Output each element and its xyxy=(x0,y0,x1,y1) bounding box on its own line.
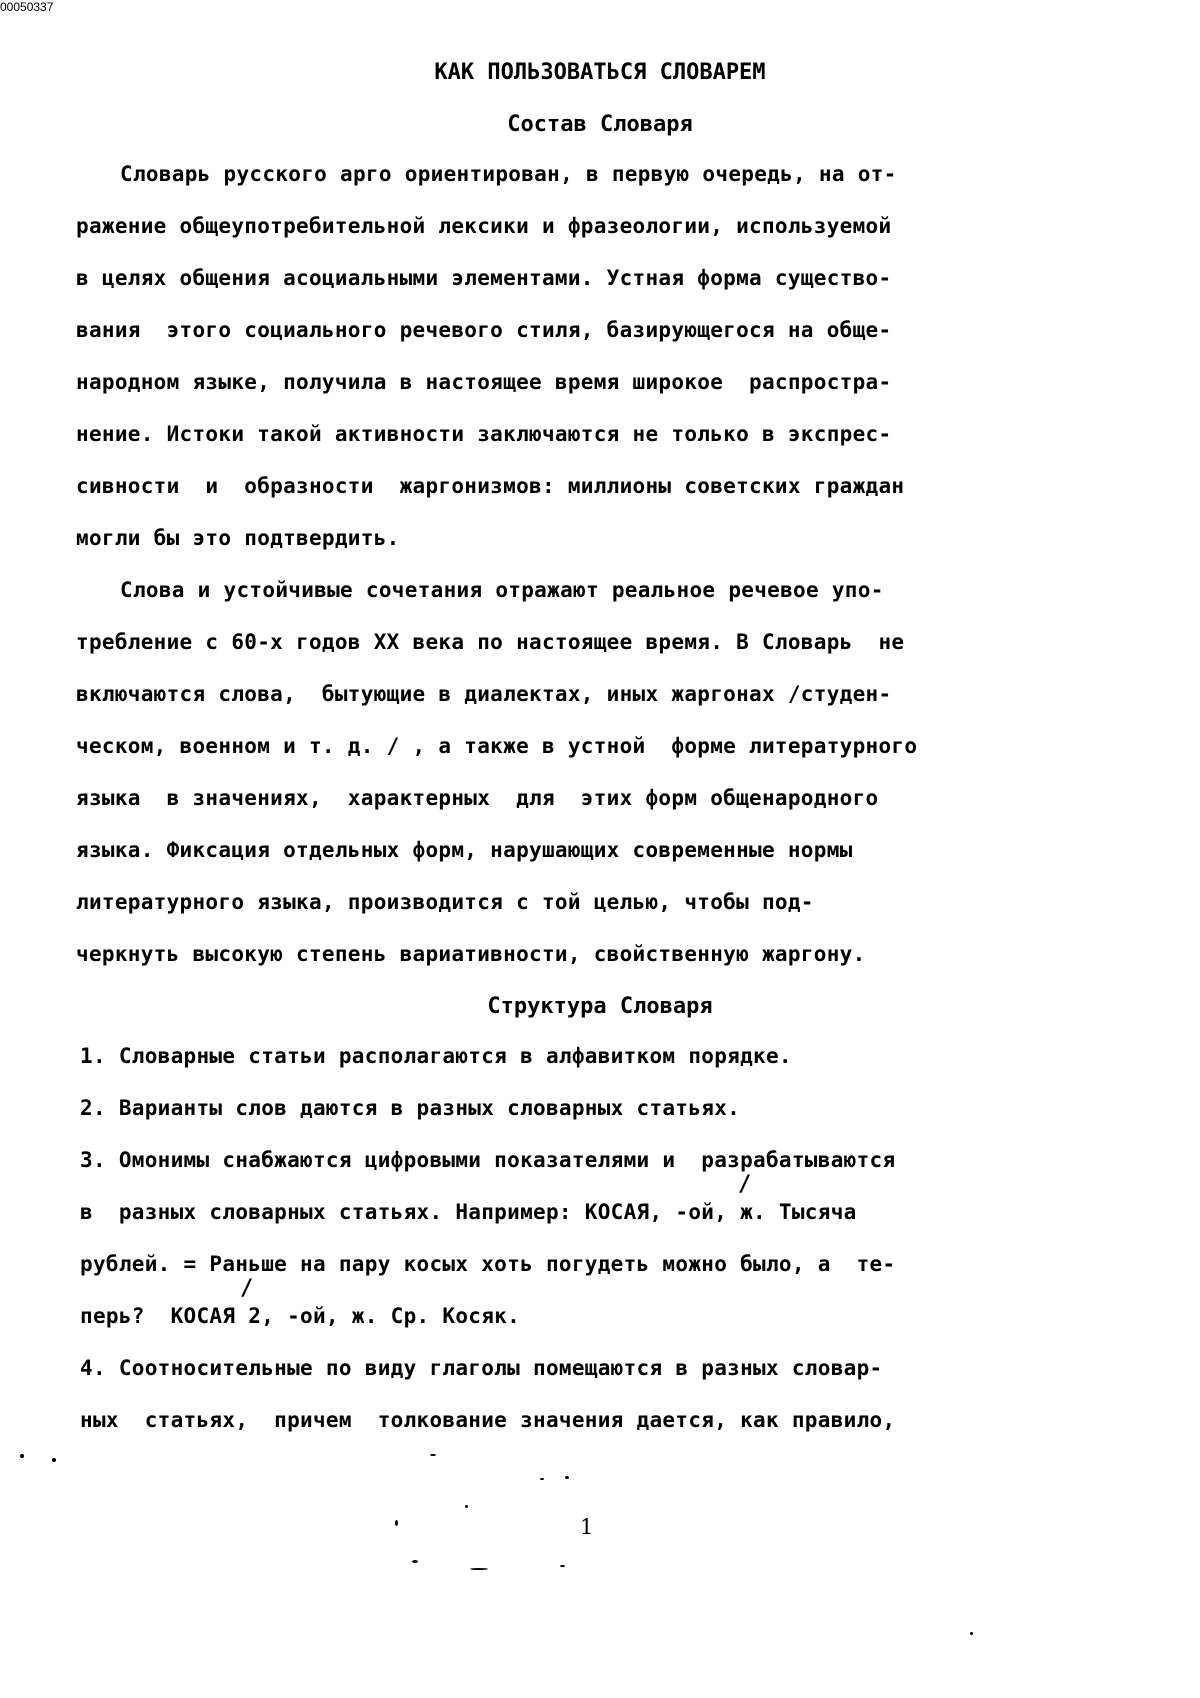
document-id: 00050337 xyxy=(0,0,54,14)
scan-speck xyxy=(465,1505,468,1508)
structure-item-line: 3. Омонимы снабжаются цифровыми показателями и разрабатываются xyxy=(80,1148,896,1172)
scan-speck xyxy=(560,1565,565,1567)
structure-item-line: в разных словарных статьях. Например: КОСАЯ, -ой, ж. Тысяча xyxy=(80,1200,857,1224)
scan-speck xyxy=(970,1632,973,1635)
section-heading-structure: Структура Словаря xyxy=(487,994,713,1019)
para1-line: нение. Истоки такой активности заключаются не только в экспрес- xyxy=(76,422,892,446)
para1-line: сивности и образности жаргонизмов: миллионы советских граждан xyxy=(76,474,905,498)
document-title: КАК ПОЛЬЗОВАТЬСЯ СЛОВАРЕМ xyxy=(434,60,766,85)
structure-item-line: 4. Соотносительные по виду глаголы помещаются в разных словар- xyxy=(80,1356,883,1380)
para2-line: языка. Фиксация отдельных форм, нарушающих современные нормы xyxy=(76,838,853,862)
para2-line: требление с 60-х годов XX века по настоящее время. В Словарь не xyxy=(76,630,905,654)
para2-line: литературного языка, производится с той целью, чтобы под- xyxy=(76,890,814,914)
para2-line: Слова и устойчивые сочетания отражают реальное речевое упо- xyxy=(120,578,884,602)
para1-line: вания этого социального речевого стиля, базирующегося на обще- xyxy=(76,318,892,342)
page-number: 1 xyxy=(580,1515,594,1539)
scan-speck xyxy=(565,1476,569,1479)
stress-accent-mark: / xyxy=(240,1276,254,1301)
scan-speck xyxy=(430,1454,436,1456)
scan-speck xyxy=(412,1560,418,1563)
para2-line: языка в значениях, характерных для этих форм общенародного xyxy=(76,786,879,810)
para2-line: включаются слова, бытующие в диалектах, иных жаргонах /студен- xyxy=(76,682,892,706)
structure-item-line: ных статьях, причем толкование значения дается, как правило, xyxy=(80,1408,896,1432)
structure-item-line: рублей. = Раньше на пару косых хоть погудеть можно было, а те- xyxy=(80,1252,896,1276)
structure-item-line: перь? КОСАЯ 2, -ой, ж. Ср. Косяк. xyxy=(80,1304,521,1328)
para2-line: ческом, военном и т. д. / , а также в устной форме литературного xyxy=(76,734,918,758)
para1-line: Словарь русского арго ориентирован, в первую очередь, на от- xyxy=(120,162,897,186)
structure-item-line: 2. Варианты слов даются в разных словарных статьях. xyxy=(80,1096,741,1120)
section-heading-composition: Состав Словаря xyxy=(507,112,693,137)
scan-speck xyxy=(470,1568,488,1570)
para1-line: народном языке, получила в настоящее время широкое распростра- xyxy=(76,370,892,394)
structure-item-line: 1. Словарные статьи располагаются в алфавитком порядке. xyxy=(80,1044,792,1068)
para1-line: могли бы это подтвердить. xyxy=(76,526,400,550)
scan-speck xyxy=(395,1520,398,1526)
scan-speck xyxy=(20,1454,24,1458)
stress-accent-mark: / xyxy=(738,1172,752,1197)
scan-speck xyxy=(52,1458,56,1462)
scan-speck xyxy=(540,1478,544,1480)
para1-line: ражение общеупотребительной лексики и фразеологии, используемой xyxy=(76,214,892,238)
para2-line: черкнуть высокую степень вариативности, свойственную жаргону. xyxy=(76,942,866,966)
para1-line: в целях общения асоциальными элементами. Устная форма существо- xyxy=(76,266,892,290)
